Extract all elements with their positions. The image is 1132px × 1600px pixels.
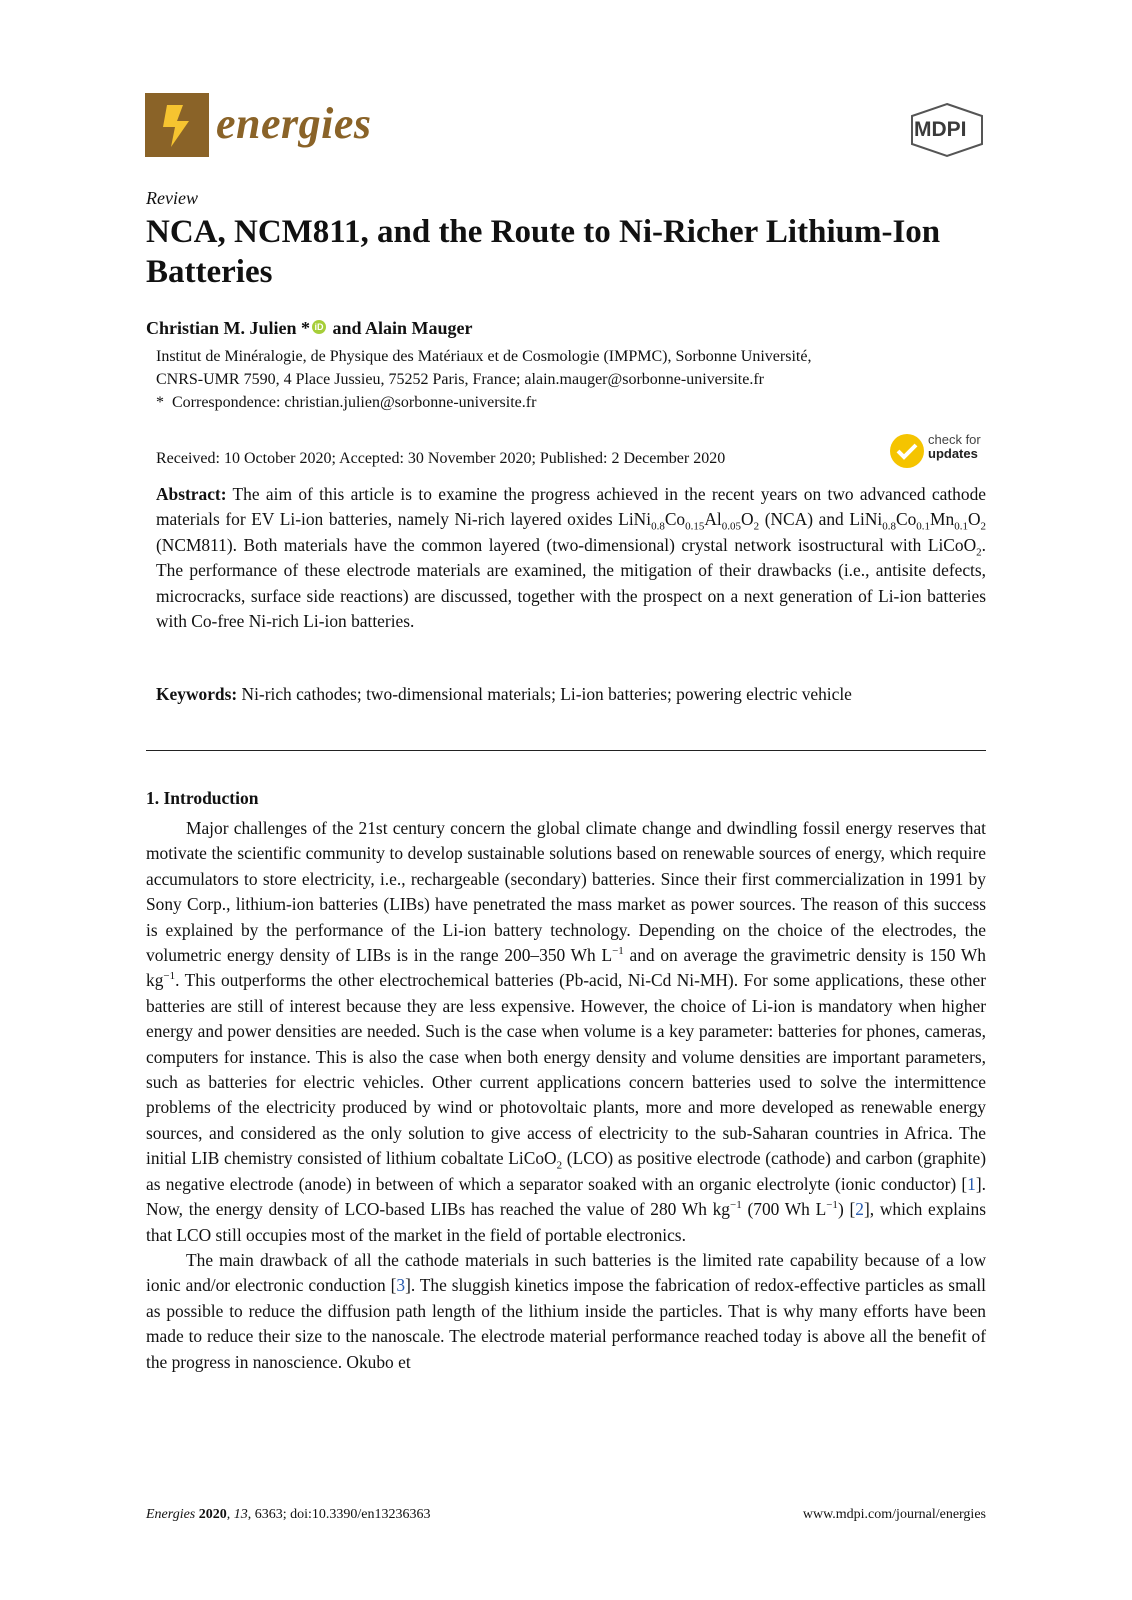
abstract-text: (NCM811). Both materials have the common layered (two-dimensional) crystal network isostructural with LiCoO — [156, 534, 977, 555]
subscript: 0.05 — [721, 520, 742, 533]
abstract-text: O — [967, 509, 981, 530]
footer-year: 2020 — [198, 1507, 227, 1522]
paragraph-body — [146, 816, 986, 1248]
abstract-text: Mn — [930, 509, 955, 530]
footer-volume: 13 — [233, 1507, 248, 1522]
superscript: −1 — [826, 1199, 838, 1212]
footer-journal: Energies — [146, 1507, 196, 1522]
correspondence-mark: * — [156, 394, 164, 411]
body-text: ]. The sluggish kinetics impose the fabrication of redox-effective particles as small as possible to reduce the diffusion path length of the lithium inside the particles. That is why many efforts have been made to reduce their size to the nanoscale. The electrode material performance reached today is above all the benefit of the progress in nanoscience. Okubo et — [146, 1275, 986, 1372]
journal-url[interactable]: www.mdpi.com/journal/energies — [802, 1507, 986, 1522]
lightning-bolt-icon — [145, 93, 209, 157]
affiliation: CNRS-UMR 7590, 4 Place Jussieu, 75252 Paris, France; alain.mauger@sorbonne-universite.fr — [156, 371, 764, 388]
check-for-updates-icon[interactable] — [890, 434, 924, 468]
citation-link[interactable]: 3 — [396, 1275, 406, 1296]
body-text: The main drawback of all the cathode materials in such batteries is the limited rate capability because of a low ionic and/or electronic conduction [ — [146, 1249, 986, 1296]
orcid-icon[interactable]: iD — [312, 320, 326, 334]
subscript: 0.15 — [685, 520, 705, 533]
subscript: 2 — [556, 1159, 563, 1172]
paragraph — [146, 816, 986, 1375]
divider — [146, 750, 986, 751]
corresponding-mark: * — [301, 318, 311, 338]
check-line2: updates — [928, 446, 978, 461]
author-name[interactable]: Christian M. Julien — [146, 318, 297, 338]
citation-link[interactable]: 2 — [855, 1199, 864, 1220]
check-for-updates-label[interactable] — [928, 433, 981, 461]
abstract-text: Co — [895, 509, 917, 530]
correspondence — [156, 391, 536, 414]
body-text: (LCO) as positive electrode (cathode) and carbon (graphite) as negative electrode (anode) in between of which a separator soaked with an organic electrolyte (ionic conductor) [ — [146, 1148, 987, 1194]
body-text: and on average the gravimetric density is 150 Wh kg — [146, 945, 986, 991]
abstract-label: Abstract: — [156, 484, 227, 504]
subscript: 0.1 — [954, 520, 968, 533]
abstract-text: O — [741, 509, 754, 530]
body-text: ], which explains that LCO still occupies most of the market in the field of portable electronics. — [146, 1199, 986, 1245]
body-text: (700 Wh L — [741, 1199, 827, 1220]
publisher-name: MDPI — [914, 118, 967, 141]
citation-footer: Energies 2020, 13, 6363; doi:10.3390/en13236363 — [146, 1507, 431, 1522]
author-name: and Alain Mauger — [332, 318, 473, 338]
keywords-text: Ni-rich cathodes; two-dimensional materials; Li-ion batteries; powering electric vehicle — [241, 684, 852, 704]
subscript: 2 — [980, 520, 986, 533]
abstract-text: Al — [704, 509, 722, 530]
body-text: . This outperforms the other electrochemical batteries (Pb-acid, Ni-Cd Ni-MH). For some applications, these other batteries are still of interest because they are less expensive. However, the choice of Li-ion is mandatory when higher energy and power densities are needed. Such is the case when volume is a key parameter: batteries for phones, cameras, computers for instance. This is also the case when both energy density and volume densities are important parameters, such as batteries for electric vehicles. Other current applications concern batteries used to solve the intermittence problems of the electricity produced by wind or photovoltaic plants, more and more developed as renewable energy sources, and considered as the only solution to give access of electricity to the sub-Saharan countries in Africa. The initial LIB chemistry consisted of lithium cobaltate LiCoO — [146, 970, 986, 1169]
abstract-text: The aim of this article is to examine the progress achieved in the recent years on two advanced cathode materials for EV Li-ion batteries, namely Ni-rich layered oxides LiNi — [156, 484, 986, 530]
paragraph-body — [146, 1248, 986, 1375]
correspondence-text: Correspondence: christian.julien@sorbonne-universite.fr — [172, 394, 537, 411]
citation-link[interactable]: 1 — [967, 1173, 976, 1194]
abstract — [156, 482, 986, 634]
superscript: −1 — [612, 945, 624, 958]
journal-name: energies — [216, 99, 372, 148]
author-list — [146, 318, 473, 339]
subscript: 2 — [753, 520, 760, 533]
journal-logo — [145, 93, 209, 157]
subscript: 0.8 — [651, 520, 665, 533]
footer-doi[interactable]: , 6363; doi:10.3390/en13236363 — [247, 1507, 431, 1522]
abstract-text: Co — [664, 509, 686, 530]
subscript: 0.8 — [882, 520, 896, 533]
check-line1: check for — [928, 432, 981, 447]
article-title: NCA, NCM811, and the Route to Ni-Richer Lithium-Ion Batteries — [146, 214, 941, 290]
abstract-text: (NCA) and LiNi — [759, 509, 883, 530]
keywords — [156, 682, 986, 707]
article-type: Review — [146, 188, 198, 208]
subscript: 0.1 — [916, 520, 931, 533]
subscript: 2 — [976, 546, 982, 559]
body-text: ) [ — [837, 1199, 856, 1220]
affiliation: Institut de Minéralogie, de Physique des Matériaux et de Cosmologie (IMPMC), Sorbonne Université, — [156, 348, 812, 365]
body-text: Major challenges of the 21st century concern the global climate change and dwindling fossil energy reserves that motivate the scientific community to develop sustainable solutions based on renewable sources of energy, which require accumulators to store electricity, i.e., rechargeable (secondary) batteries. Since their first commercialization in 1991 by Sony Corp., lithium-ion batteries (LIBs) have penetrated the mass market as power sources. The reason of this success is explained by the performance of the Li-ion battery technology. Depending on the choice of the electrodes, the volumetric energy density of LIBs is in the range 200–350 Wh L — [146, 818, 986, 966]
abstract-text: . The performance of these electrode materials are examined, the mitigation of their drawbacks (i.e., antisite defects, microcracks, surface side reactions) are discussed, together with the prospect on a next generation of Li-ion batteries with Co-free Ni-rich Li-ion batteries. — [156, 534, 986, 632]
body-text: ]. Now, the energy density of LCO-based LIBs has reached the value of 280 Wh kg — [146, 1173, 986, 1220]
keywords-label: Keywords: — [156, 684, 238, 704]
superscript: −1 — [730, 1199, 742, 1212]
section-heading: 1. Introduction — [146, 788, 259, 808]
superscript: −1 — [163, 970, 176, 983]
publication-dates: Received: 10 October 2020; Accepted: 30 November 2020; Published: 2 December 2020 — [156, 450, 726, 467]
